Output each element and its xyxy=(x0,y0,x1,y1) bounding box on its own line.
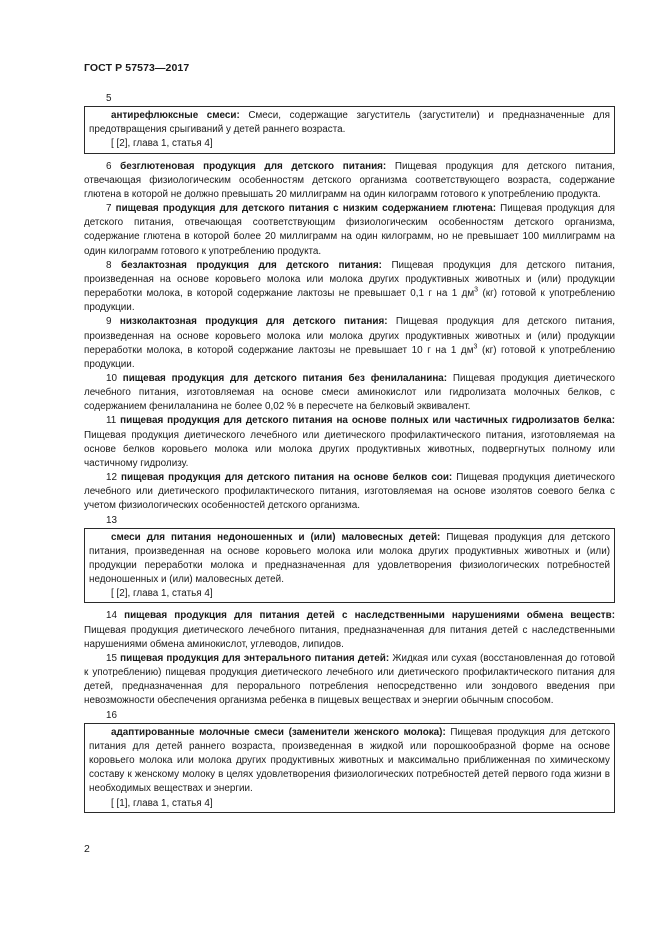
entry-number: 14 xyxy=(106,610,117,622)
definition: Пищевая продукция для детского питания, отвечающая физиологическим особенностям детского организма соответствующего возраста, содержание глютена в которой не должно превышать 20 миллиграмм на один килограмм готового к употреблению продукта. xyxy=(84,160,615,200)
definition-box xyxy=(84,528,615,604)
definition-paragraph xyxy=(89,531,610,588)
definition-paragraph xyxy=(84,202,615,259)
entry-number: 9 xyxy=(106,316,112,328)
document-header: ГОСТ Р 57573—2017 xyxy=(84,62,190,74)
definition-box xyxy=(84,723,615,813)
document-body xyxy=(84,92,615,813)
entry-number: 13 xyxy=(106,514,117,526)
term: пищевая продукция для питания детей с наследственными нарушениями обмена веществ: xyxy=(124,610,616,622)
entry-number: 7 xyxy=(106,203,112,215)
superscript: 3 xyxy=(473,343,478,351)
term: пищевая продукция для энтерального питания детей: xyxy=(120,652,390,664)
definition-paragraph xyxy=(84,652,615,709)
definition-end: (кг) готовой к употреблению продукции. xyxy=(84,344,616,370)
term: безглютеновая продукция для детского питания: xyxy=(120,160,387,172)
reference: [ [2], глава 1, статья 4] xyxy=(111,138,213,150)
definition-paragraph xyxy=(84,160,615,202)
definition-paragraph xyxy=(84,414,615,471)
term: пищевая продукция для детского питания с низким содержанием глютена: xyxy=(115,203,496,215)
definition: Пищевая продукция для детского питания, отвечающая соответствующим физиологическим особенностям детского организма, содержание глютена в которой более 20 миллиграмм на один килограмм, но не превышает 100 миллиграмм на один килограмм готового к употреблению продукта. xyxy=(84,203,616,257)
term: безлактозная продукция для детского питания: xyxy=(121,259,382,271)
definition: Жидкая или сухая (восстановленная до готовой к употреблению) пищевая продукция диетического лечебного или диетического профилактического питания для детей, предназначенная для перорального потребления непосредственно или зондового введения при невозможности обеспечения организма ребенка в пищевых веществах и энергии обычным способом. xyxy=(84,652,615,707)
term: антирефлюксные смеси: xyxy=(111,110,240,122)
entry-number: 15 xyxy=(106,652,117,664)
definition: Пищевая продукция диетического лечебного питания, изготовляемая на основе смеси аминокислот или гидролизата молочных белков, с содержанием фенилаланина не более 0,02 % в пересчете на белковый эквивалент. xyxy=(84,372,616,413)
definition-paragraph xyxy=(84,372,615,414)
term: адаптированные молочные смеси (заменители женского молока): xyxy=(111,726,446,738)
definition-box xyxy=(84,106,615,153)
definition-end: (кг) готовой к употреблению продукции. xyxy=(84,288,615,314)
entry-number: 5 xyxy=(106,93,112,104)
entry-number: 11 xyxy=(106,415,117,427)
definition: Смеси, содержащие загуститель (загустители) и предназначенные для предотвращения срыгиваний у детей раннего возраста. xyxy=(89,110,611,136)
definition-paragraph xyxy=(84,315,615,372)
superscript: 3 xyxy=(474,286,479,294)
definition: Пищевая продукция диетического лечебного питания, предназначенная для питания детей с наследственными нарушениями обмена аминокислот, углеводов, липидов. xyxy=(84,624,615,650)
definition: Пищевая продукция для детского питания, произведенная на основе коровьего молока или молока других продуктивных животных и (или) продукции переработки молока и предназначенная для удовлетворения физиологических потребностей недоношенных и (или) маловесных детей. xyxy=(89,531,610,586)
definition-paragraph xyxy=(89,109,610,137)
definition: Пищевая продукция диетического лечебного или диетического профилактического питания, изготовляемая на основе изолятов соевого белка с учетом физиологических особенностей детского организма. xyxy=(84,472,616,512)
reference: [ [2], глава 1, статья 4] xyxy=(111,588,213,600)
definition: Пищевая продукция для детского питания, произведенная на основе коровьего молока или молока других продуктивных животных и (или) продукции переработки молока, в которой содержание лактозы не превышает 0,1 г на 1 дм xyxy=(84,259,615,300)
term: пищевая продукция для детского питания без фенилаланина: xyxy=(122,372,448,384)
definition: Пищевая продукция диетического лечебного или диетического профилактического питания, изготовляемая на основе белков коровьего молока или молока других продуктивных животных, подвергнутых полному или частичному гидролизу. xyxy=(84,429,615,469)
reference: [ [1], глава 1, статья 4] xyxy=(111,797,213,809)
entry-number: 8 xyxy=(106,259,112,271)
term: смеси для питания недоношенных и (или) маловесных детей: xyxy=(111,531,441,543)
entry-number: 12 xyxy=(106,472,117,484)
definition: Пищевая продукция для детского питания для детей раннего возраста, произведенная в жидкой или порошкообразной форме на основе коровьего молока или молока других продуктивных животных и максимально приближенная по химическому составу к женскому молоку в целях удовлетворения физиологических потребностей детей первого года жизни в необходимых веществах и энергии. xyxy=(89,726,610,795)
definition: Пищевая продукция для детского питания, произведенная на основе коровьего молока или молока других продуктивных животных и (или) продукции переработки молока, в которой содержание лактозы не превышает 10 г на 1 дм xyxy=(84,316,615,356)
definition-paragraph xyxy=(84,471,615,513)
definition-paragraph xyxy=(84,259,615,316)
definition-paragraph xyxy=(89,726,610,797)
entry-number: 16 xyxy=(106,709,117,721)
term: низколактозная продукция для детского питания: xyxy=(119,316,388,328)
entry-number: 6 xyxy=(106,160,112,172)
term: пищевая продукция для детского питания на основе полных или частичных гидролизатов белка: xyxy=(120,415,615,427)
term: пищевая продукция для детского питания на основе белков сои: xyxy=(121,472,453,484)
definition-paragraph xyxy=(84,609,615,651)
page-number: 2 xyxy=(84,843,90,855)
entry-number: 10 xyxy=(106,372,117,384)
